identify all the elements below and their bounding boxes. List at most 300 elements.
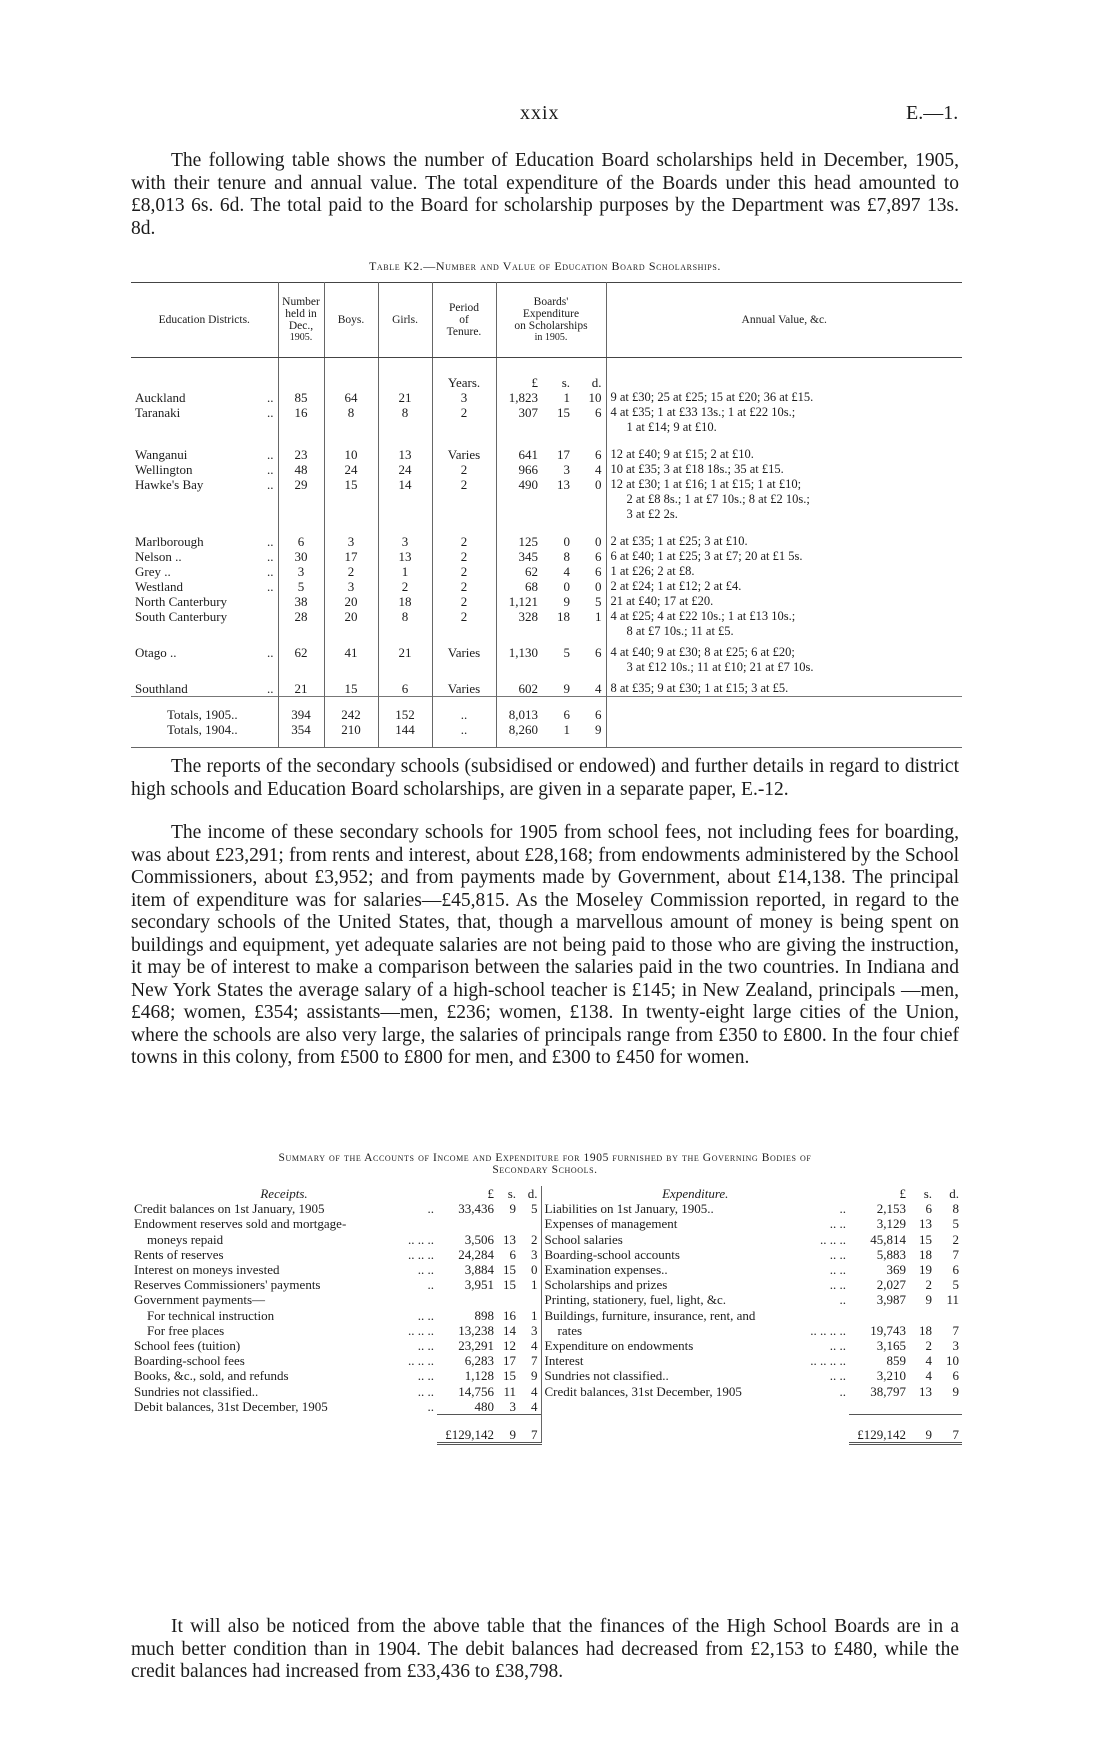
- annual-value: 2 at £24; 1 at £12; 2 at £4.: [610, 579, 742, 593]
- held-count: 48: [278, 462, 324, 477]
- girls-count: 14: [378, 477, 432, 522]
- spacer: [131, 1415, 381, 1444]
- spacer: [541, 1415, 791, 1444]
- account-row: [131, 1353, 962, 1368]
- expenditure-pounds: 5,883: [876, 1246, 907, 1262]
- expenditure-pence: 5: [952, 1216, 960, 1232]
- pounds: 490: [518, 477, 538, 492]
- annual-value: 4 at £35; 1 at £33 13s.; 1 at £22 10s.; 1 at £14; 9 at £10.: [610, 405, 796, 434]
- receipt-pence: 0: [519, 1262, 541, 1277]
- boys-count: 8: [324, 405, 378, 435]
- pounds: 1,121: [508, 594, 538, 609]
- annual-value: 9 at £30; 25 at £25; 15 at £20; 36 at £15.: [610, 390, 814, 404]
- summary-title: Summary of the Accounts of Income and Expenditure for 1905 furnished by the Governing Bodies of Secondary Schools.: [278, 1152, 812, 1176]
- district-row: [131, 522, 962, 549]
- boys-count: 41: [324, 639, 378, 675]
- girls-count: 13: [378, 549, 432, 564]
- expenditure-pounds: 3,987: [876, 1292, 907, 1308]
- expenditure-pence: 6: [952, 1262, 960, 1278]
- expenditure-item: Liabilities on 1st January, 1905..: [544, 1201, 714, 1217]
- leader-dots: .. ..: [417, 1307, 435, 1323]
- pounds: 641: [518, 447, 538, 462]
- pence: 6: [574, 564, 606, 579]
- pence: 0: [574, 579, 606, 594]
- pence: 1: [574, 609, 606, 639]
- expenditure-pence: 3: [952, 1338, 960, 1354]
- expenditure-pence: 7: [952, 1246, 960, 1262]
- income-paragraph: The income of these secondary schools for 1905 from school fees, not including fees for boarding, was about £23,291; from rents and interest, about £28,168; from endowments administered by the School Commissioners, about £3,952; and from payments made by Government, about £14,138. The principal item of expenditure was for salaries—£45,815. As the Moseley Commission reported, in regard to the secondary schools of the United States, that, though a marvellous amount of money is being spent on buildings and equipment, yet adequate salaries are not being paid to those who are giving the instruction, it may be of interest to make a comparison between the salaries paid in the two countries. In Indiana and New York States the average salary of a high-school teacher is £145; in New Zealand, principals —men, £468; women, £354; assistants—men, £236; women, £138. In twenty-eight large cities of the Union, where the schools are also very large, the salaries of principals range from £350 to £800. In the four chief towns in this colony, from £500 to £800 for men, and £300 to £450 for women.: [131, 822, 959, 1068]
- expenditure-shillings: 15: [919, 1231, 933, 1247]
- spacer: [791, 1415, 849, 1444]
- tenure: ..: [432, 697, 496, 723]
- expenditure-shillings: 4: [925, 1353, 933, 1369]
- expenditure-pounds: 859: [886, 1353, 907, 1369]
- expenditure-pence: 2: [952, 1231, 960, 1247]
- expenditure-pence: 8: [952, 1201, 960, 1217]
- shillings: 1: [563, 390, 570, 405]
- pence: 10: [574, 390, 606, 405]
- expenditure-pence: 10: [946, 1353, 960, 1369]
- expenditure-pounds: 2,153: [876, 1201, 907, 1217]
- account-row: [131, 1323, 962, 1338]
- receipt-shillings: 12: [503, 1338, 517, 1354]
- leader-dots: .. .. ..: [408, 1246, 435, 1262]
- expenditure-item: Sundries not classified..: [544, 1368, 669, 1384]
- district-row: [131, 564, 962, 579]
- expenditure-heading: Expenditure.: [662, 1186, 729, 1201]
- receipt-shillings: 11: [503, 1383, 517, 1399]
- receipt-pounds: 480: [474, 1398, 495, 1414]
- shillings: 0: [563, 579, 570, 594]
- col-header-held: Number held in Dec., 1905.: [278, 283, 324, 358]
- tenure: ..: [432, 722, 496, 748]
- held-count: 394: [278, 697, 324, 723]
- receipt-shillings: 17: [503, 1353, 517, 1369]
- tenure: 2: [432, 549, 496, 564]
- account-row: [131, 1384, 962, 1399]
- leader-dots: .. .. ..: [820, 1231, 847, 1247]
- receipt-item: Credit balances on 1st January, 1905: [134, 1201, 325, 1217]
- expenditure-item: Credit balances, 31st December, 1905: [544, 1383, 742, 1399]
- boys-count: 24: [324, 462, 378, 477]
- totals-row: [131, 722, 962, 748]
- pounds: 62: [525, 564, 538, 579]
- pounds: 966: [518, 462, 538, 477]
- district-row: [131, 549, 962, 564]
- district-name: Nelson .. ..: [131, 549, 278, 564]
- shillings: 9: [563, 594, 570, 609]
- leader-dots: .. ..: [417, 1262, 435, 1278]
- receipt-item: moneys repaid: [147, 1231, 224, 1247]
- tenure: Varies: [432, 435, 496, 462]
- col-header-expenditure: Boards' Expenditure on Scholarships in 1905.: [496, 283, 606, 358]
- annual-value: 12 at £40; 9 at £15; 2 at £10.: [610, 447, 754, 461]
- finances-paragraph: It will also be noticed from the above table that the finances of the High School Boards are in a much better condition than in 1904. The debit balances had decreased from £2,153 to £480, while the credit balances had increased from £33,436 to £38,798.: [131, 1616, 959, 1682]
- scholarships-table: [131, 282, 962, 748]
- receipt-pounds: 6,283: [464, 1353, 495, 1369]
- spacer: [381, 1415, 437, 1444]
- account-row: [131, 1292, 962, 1307]
- expenditure-pence: 7: [952, 1322, 960, 1338]
- leader-dots: ..: [839, 1201, 847, 1217]
- pence: 6: [574, 405, 606, 435]
- district-row: [131, 435, 962, 462]
- pounds: 345: [518, 549, 538, 564]
- tenure: 3: [432, 390, 496, 405]
- girls-count: 3: [378, 522, 432, 549]
- receipt-pounds: [437, 1216, 497, 1231]
- receipt-item: School fees (tuition): [134, 1338, 241, 1354]
- annual-value: 10 at £35; 3 at £18 18s.; 35 at £15.: [610, 462, 784, 476]
- held-count: 28: [278, 609, 324, 639]
- leader-dots: .. ..: [829, 1262, 847, 1278]
- receipt-pence: 7: [519, 1353, 541, 1368]
- expenditure-item: Scholarships and prizes: [544, 1277, 668, 1293]
- district-name: Marlborough ..: [131, 522, 278, 549]
- receipt-pence: 1: [519, 1308, 541, 1323]
- expenditure-item: Boarding-school accounts: [544, 1246, 680, 1262]
- girls-count: 2: [378, 579, 432, 594]
- girls-count: 18: [378, 594, 432, 609]
- annual-value: 21 at £40; 17 at £20.: [610, 594, 714, 608]
- leader-dots: .. ..: [829, 1216, 847, 1232]
- pence: 6: [574, 697, 606, 723]
- leader-dots: [791, 1308, 849, 1323]
- shillings: 9: [563, 681, 570, 696]
- annual-value: [606, 697, 962, 723]
- total-expenditure-shillings: 9: [909, 1415, 935, 1444]
- district-row: [131, 477, 962, 522]
- account-row: [131, 1232, 962, 1247]
- expenditure-shillings: 2: [925, 1338, 933, 1354]
- intro-paragraph: The following table shows the number of Education Board scholarships held in December, 1905, with their tenure and annual value. The total expenditure of the Boards under this head amounted to £8,013 6s. 6d. The total paid to the Board for scholarship purposes by the Department was £7,897 13s. 8d.: [131, 150, 959, 239]
- pounds: 328: [518, 609, 538, 624]
- boys-count: 15: [324, 477, 378, 522]
- leader-dots: .. .. ..: [408, 1353, 435, 1369]
- expenditure-shillings: 18: [919, 1322, 933, 1338]
- receipt-pence: 1: [519, 1277, 541, 1292]
- annual-value: 12 at £30; 1 at £16; 1 at £15; 1 at £10; 2 at £8 8s.; 1 at £7 10s.; 8 at £2 10s.; 3 at £2 2s.: [610, 477, 810, 521]
- boys-count: 2: [324, 564, 378, 579]
- receipt-pounds: [437, 1292, 497, 1307]
- receipt-item: Rents of reserves: [134, 1246, 224, 1262]
- expenditure-shillings: 9: [925, 1292, 933, 1308]
- pence: 9: [574, 722, 606, 748]
- expenditure-shillings: 13: [919, 1216, 933, 1232]
- shillings: 0: [563, 534, 570, 549]
- held-count: 62: [278, 639, 324, 675]
- leader-dots: ..: [839, 1292, 847, 1308]
- units-row: Years. £ s. d.: [131, 358, 962, 391]
- expenditure-item: Expenses of management: [544, 1216, 678, 1232]
- expenditure-item: School salaries: [544, 1231, 623, 1247]
- tenure: 2: [432, 477, 496, 522]
- receipt-pounds: 898: [474, 1307, 495, 1323]
- totals-row: [131, 697, 962, 723]
- boys-count: 3: [324, 522, 378, 549]
- pence: 6: [574, 549, 606, 564]
- total-receipts-shillings: 9: [497, 1415, 519, 1444]
- shillings: 3: [563, 462, 570, 477]
- annual-value: 6 at £40; 1 at £25; 3 at £7; 20 at £1 5s.: [610, 549, 803, 563]
- expenditure-item: Expenditure on endowments: [544, 1338, 694, 1354]
- pounds: 1,130: [508, 645, 538, 660]
- pence: 0: [574, 522, 606, 549]
- district-name: Auckland ..: [131, 390, 278, 405]
- expenditure-shillings: [909, 1399, 935, 1415]
- annual-value: [606, 722, 962, 748]
- district-row: [131, 675, 962, 697]
- held-count: 3: [278, 564, 324, 579]
- held-count: 30: [278, 549, 324, 564]
- expenditure-item: Printing, stationery, fuel, light, &c.: [544, 1292, 727, 1308]
- boys-count: 17: [324, 549, 378, 564]
- receipt-pence: 3: [519, 1323, 541, 1338]
- girls-count: 8: [378, 609, 432, 639]
- held-count: 21: [278, 675, 324, 697]
- receipt-pounds: 3,884: [464, 1262, 495, 1278]
- receipt-item: Government payments—: [134, 1292, 266, 1308]
- receipt-pounds: 3,951: [464, 1277, 495, 1293]
- leader-dots: ..: [839, 1383, 847, 1399]
- leader-dots: .. ..: [829, 1338, 847, 1354]
- accounts-total-row: [131, 1415, 962, 1444]
- district-name: Wanganui ..: [131, 435, 278, 462]
- boys-count: 64: [324, 390, 378, 405]
- tenure: 2: [432, 564, 496, 579]
- expenditure-pounds: 45,814: [870, 1231, 907, 1247]
- col-header-annual-value: Annual Value, &c.: [606, 283, 962, 358]
- tenure: 2: [432, 405, 496, 435]
- receipt-pounds: 13,238: [458, 1322, 495, 1338]
- girls-count: 1: [378, 564, 432, 579]
- held-count: 38: [278, 594, 324, 609]
- held-count: 85: [278, 390, 324, 405]
- district-row: [131, 405, 962, 435]
- expenditure-item: Examination expenses..: [544, 1262, 668, 1278]
- pounds: 68: [525, 579, 538, 594]
- total-receipts-pounds: £129,142: [437, 1415, 497, 1444]
- receipt-pounds: 33,436: [458, 1201, 495, 1217]
- district-row: [131, 579, 962, 594]
- pounds: 1,823: [508, 390, 538, 405]
- boys-count: 20: [324, 609, 378, 639]
- expenditure-pence: 5: [952, 1277, 960, 1293]
- pence: 4: [574, 462, 606, 477]
- held-count: 16: [278, 405, 324, 435]
- receipt-shillings: 13: [503, 1231, 517, 1247]
- total-receipts-pence: 7: [519, 1415, 541, 1444]
- receipt-shillings: 15: [503, 1368, 517, 1384]
- receipt-shillings: [497, 1292, 519, 1307]
- district-name: Otago .. ..: [131, 639, 278, 675]
- expenditure-shillings: 13: [919, 1383, 933, 1399]
- account-row: [131, 1399, 962, 1415]
- total-expenditure-pounds: £129,142: [849, 1415, 909, 1444]
- expenditure-pounds: [849, 1399, 909, 1415]
- receipt-shillings: 15: [503, 1262, 517, 1278]
- expenditure-pounds: 3,165: [876, 1338, 907, 1354]
- boys-count: 210: [324, 722, 378, 748]
- receipt-item: Boarding-school fees: [134, 1353, 245, 1369]
- receipt-pounds: 1,128: [464, 1368, 495, 1384]
- receipt-pence: [519, 1216, 541, 1231]
- expenditure-shillings: [909, 1308, 935, 1323]
- expenditure-item: Buildings, furniture, insurance, rent, and: [544, 1307, 756, 1323]
- expenditure-pence: [935, 1399, 962, 1415]
- receipt-shillings: 15: [503, 1277, 517, 1293]
- pounds: 8,013: [496, 697, 542, 723]
- expenditure-pounds: 3,129: [876, 1216, 907, 1232]
- receipt-item: Books, &c., sold, and refunds: [134, 1368, 289, 1384]
- receipt-item: For free places: [147, 1322, 225, 1338]
- expenditure-pounds: 38,797: [870, 1383, 907, 1399]
- expenditure-item: [541, 1399, 791, 1415]
- girls-count: 21: [378, 639, 432, 675]
- col-header-district: Education Districts.: [131, 283, 278, 358]
- shillings: 8: [563, 549, 570, 564]
- col-header-girls: Girls.: [378, 283, 432, 358]
- receipt-shillings: 6: [509, 1246, 517, 1262]
- expenditure-pence: 9: [952, 1383, 960, 1399]
- receipt-item: Reserves Commissioners' payments: [134, 1277, 321, 1293]
- receipt-shillings: 16: [503, 1307, 517, 1323]
- held-count: 6: [278, 522, 324, 549]
- receipt-pence: 2: [519, 1232, 541, 1247]
- leader-dots: ..: [427, 1398, 435, 1414]
- annual-value: 4 at £25; 4 at £22 10s.; 1 at £13 10s.; 8 at £7 10s.; 11 at £5.: [610, 609, 796, 638]
- leader-dots: .. .. .. ..: [810, 1322, 847, 1338]
- summary-heading-row: Receipts. £ s. d. Expenditure. £ s. d.: [131, 1186, 962, 1201]
- tenure: Varies: [432, 675, 496, 697]
- district-name: Grey .. ..: [131, 564, 278, 579]
- annual-value: 1 at £26; 2 at £8.: [610, 564, 695, 578]
- district-name: South Canterbury: [131, 609, 278, 639]
- receipt-item: Interest on moneys invested: [134, 1262, 280, 1278]
- accounts-summary-table: [131, 1186, 962, 1445]
- district-row: [131, 609, 962, 639]
- account-row: [131, 1216, 962, 1231]
- expenditure-item: Interest: [544, 1353, 584, 1369]
- receipt-item: Endowment reserves sold and mortgage-: [134, 1216, 347, 1232]
- secondary-schools-paragraph: The reports of the secondary schools (subsidised or endowed) and further details in regard to district high schools and Education Board scholarships, are given in a separate paper, E.-12.: [131, 756, 959, 800]
- totals-label: Totals, 1905..: [131, 697, 278, 723]
- account-row: [131, 1308, 962, 1323]
- district-row: [131, 390, 962, 405]
- district-name: Hawke's Bay ..: [131, 477, 278, 522]
- district-name: North Canterbury: [131, 594, 278, 609]
- shillings: 4: [563, 564, 570, 579]
- receipt-pounds: 14,756: [458, 1383, 495, 1399]
- district-name: Southland ..: [131, 675, 278, 697]
- annual-value: 2 at £35; 1 at £25; 3 at £10.: [610, 534, 748, 548]
- tenure: Varies: [432, 639, 496, 675]
- expenditure-pounds: 19,743: [870, 1322, 907, 1338]
- shillings: 15: [557, 405, 570, 420]
- annual-value: 8 at £35; 9 at £30; 1 at £15; 3 at £5.: [610, 681, 789, 695]
- receipt-item: For technical instruction: [147, 1307, 275, 1323]
- document-code: E.—1.: [906, 102, 959, 124]
- table-k2-title: Table K2.—Number and Value of Education Board Scholarships.: [369, 259, 721, 273]
- district-name: Westland ..: [131, 579, 278, 594]
- receipt-item: Debit balances, 31st December, 1905: [134, 1398, 328, 1414]
- shillings: 1: [542, 722, 574, 748]
- receipt-pence: [519, 1292, 541, 1307]
- boys-count: 10: [324, 435, 378, 462]
- receipt-pounds: 3,506: [464, 1231, 495, 1247]
- boys-count: 20: [324, 594, 378, 609]
- pence: 4: [574, 675, 606, 697]
- boys-count: 242: [324, 697, 378, 723]
- boys-count: 3: [324, 579, 378, 594]
- receipt-pence: 9: [519, 1368, 541, 1383]
- receipt-pence: 4: [519, 1399, 541, 1415]
- expenditure-pence: [935, 1308, 962, 1323]
- pence: 5: [574, 594, 606, 609]
- leader-dots: ..: [427, 1277, 435, 1293]
- pounds: 8,260: [496, 722, 542, 748]
- tenure: 2: [432, 522, 496, 549]
- leader-dots: [381, 1216, 437, 1231]
- leader-dots: [791, 1399, 849, 1415]
- expenditure-pounds: 2,027: [876, 1277, 907, 1293]
- pence: 6: [574, 435, 606, 462]
- expenditure-shillings: 2: [925, 1277, 933, 1293]
- shillings: 17: [557, 447, 570, 462]
- district-row: [131, 462, 962, 477]
- expenditure-shillings: 6: [925, 1201, 933, 1217]
- receipt-pounds: 24,284: [458, 1246, 495, 1262]
- shillings: 6: [542, 697, 574, 723]
- receipt-pence: 4: [519, 1384, 541, 1399]
- expenditure-item: rates: [557, 1322, 583, 1338]
- table-header-row: [131, 283, 962, 358]
- tenure: 2: [432, 579, 496, 594]
- girls-count: 8: [378, 405, 432, 435]
- district-name: Taranaki ..: [131, 405, 278, 435]
- receipts-heading: Receipts.: [260, 1186, 308, 1201]
- expenditure-pounds: 3,210: [876, 1368, 907, 1384]
- receipt-shillings: 9: [509, 1201, 517, 1217]
- district-row: [131, 639, 962, 675]
- girls-count: 144: [378, 722, 432, 748]
- leader-dots: .. ..: [829, 1368, 847, 1384]
- col-header-boys: Boys.: [324, 283, 378, 358]
- pence: 6: [574, 639, 606, 675]
- receipt-item: Sundries not classified..: [134, 1383, 259, 1399]
- expenditure-pounds: [849, 1308, 909, 1323]
- leader-dots: .. .. ..: [408, 1231, 435, 1247]
- leader-dots: .. ..: [829, 1277, 847, 1293]
- girls-count: 13: [378, 435, 432, 462]
- district-row: [131, 594, 962, 609]
- account-row: [131, 1368, 962, 1383]
- receipt-shillings: 14: [503, 1322, 517, 1338]
- tenure: 2: [432, 609, 496, 639]
- leader-dots: ..: [427, 1201, 435, 1217]
- leader-dots: .. .. ..: [408, 1322, 435, 1338]
- totals-label: Totals, 1904..: [131, 722, 278, 748]
- shillings: 13: [557, 477, 570, 492]
- leader-dots: [381, 1292, 437, 1307]
- leader-dots: .. ..: [417, 1368, 435, 1384]
- expenditure-pence: 11: [946, 1292, 960, 1308]
- leader-dots: .. ..: [829, 1246, 847, 1262]
- pounds: 602: [518, 681, 538, 696]
- expenditure-shillings: 4: [925, 1368, 933, 1384]
- receipt-pence: 3: [519, 1247, 541, 1262]
- shillings: 18: [557, 609, 570, 624]
